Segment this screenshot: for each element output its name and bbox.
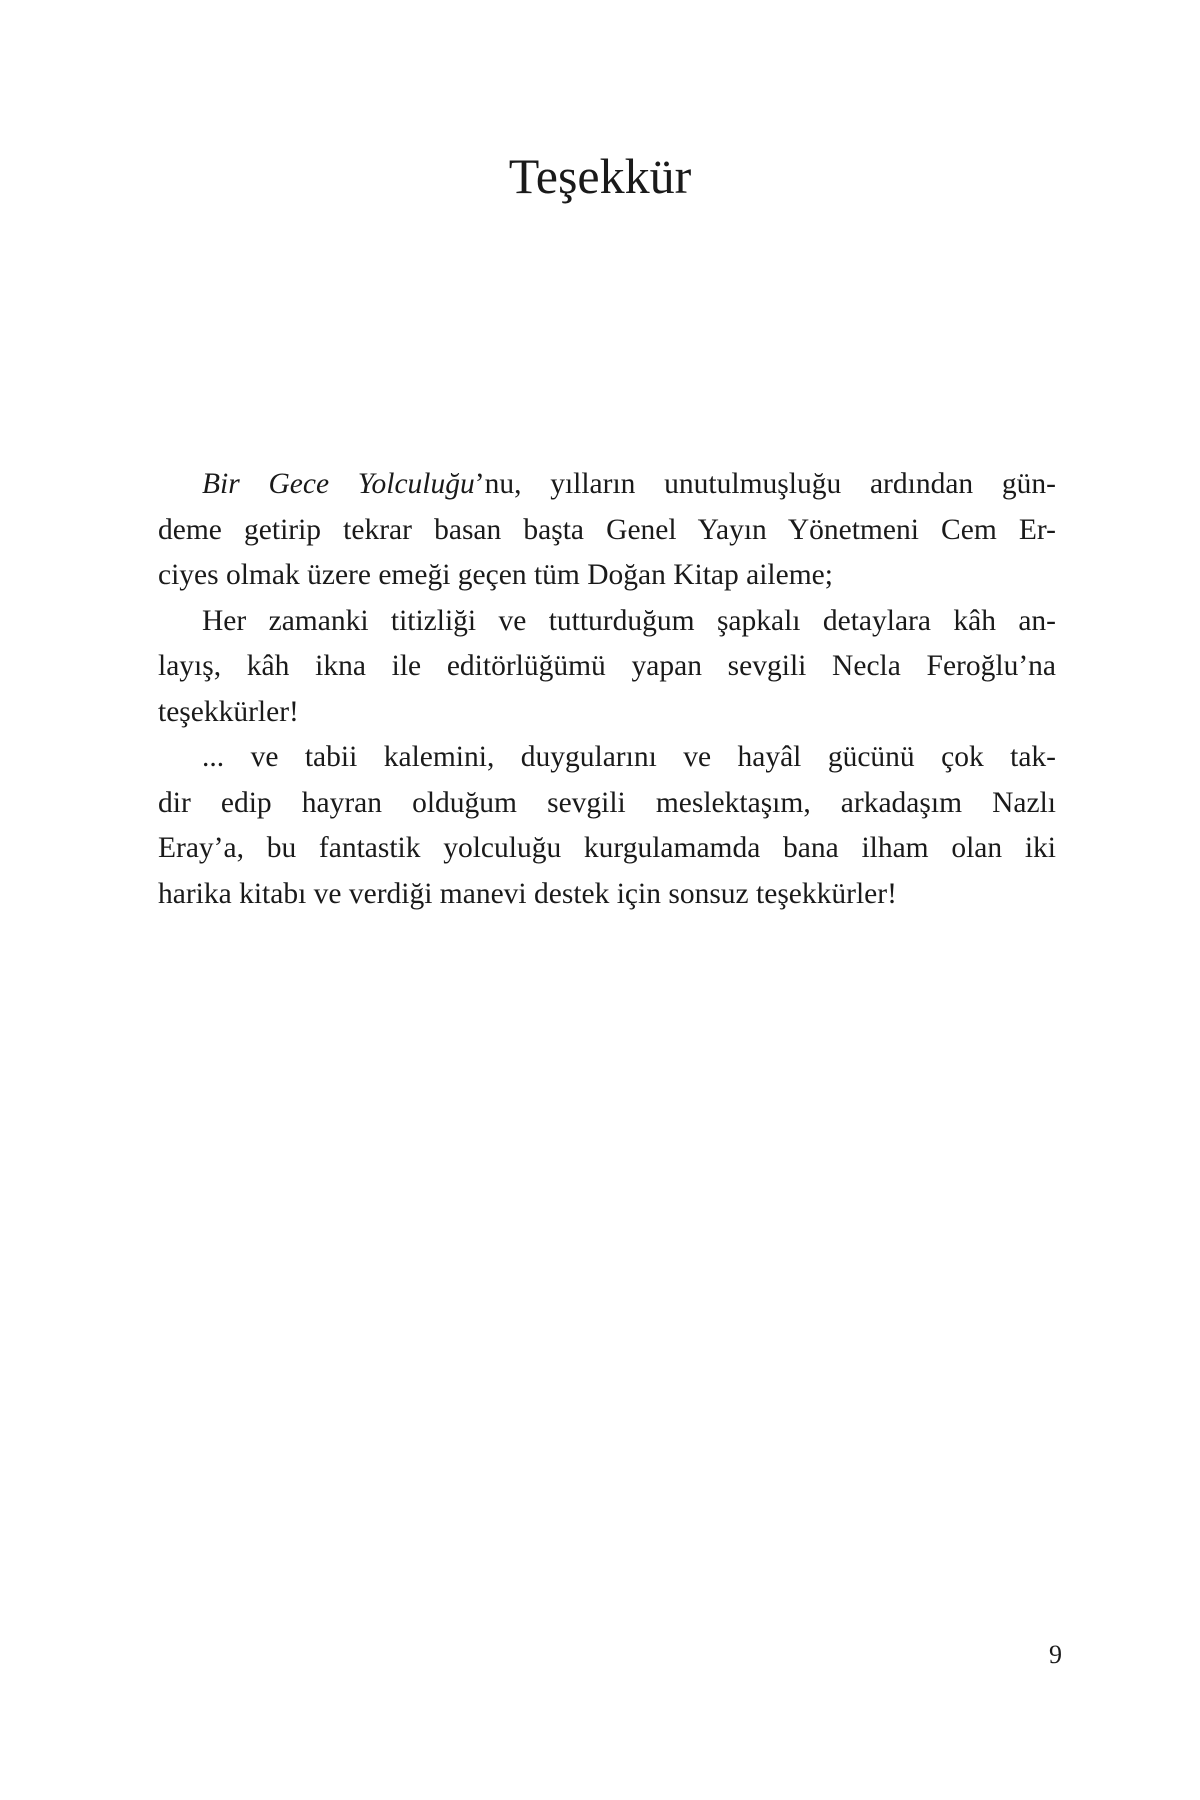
paragraph-1-line-2: deme getirip tekrar basan başta Genel Yayın Yönetmeni Cem Er- bbox=[158, 513, 1056, 546]
paragraph-3-line-3: Eray’a, bu fantastik yolculuğu kurgulamamda bana ilham olan iki bbox=[158, 832, 1056, 864]
paragraph-3-line-2: dir edip hayran olduğum sevgili meslektaşım, arkadaşım Nazlı bbox=[158, 786, 1056, 819]
page-number: 9 bbox=[1049, 1640, 1062, 1669]
paragraph-3-line-4: harika kitabı ve verdiği manevi destek için sonsuz teşekkürler! bbox=[158, 877, 897, 910]
paragraph-2-line-2: layış, kâh ikna ile editörlüğümü yapan sevgili Necla Feroğlu’na bbox=[158, 650, 1056, 682]
paragraph-2-line-3: teşekkürler! bbox=[158, 695, 299, 728]
page-title: Teşekkür bbox=[508, 148, 692, 204]
paragraph-1-line-1 bbox=[158, 462, 1056, 508]
paragraph-3-line-1: ... ve tabii kalemini, duygularını ve hayâl gücünü çok tak- bbox=[202, 741, 1056, 773]
book-title-italic: Bir Gece Yolculuğu bbox=[202, 468, 475, 500]
paragraph-2-line-1: Her zamanki titizliği ve tutturduğum şapkalı detaylara kâh an- bbox=[202, 604, 1056, 637]
paragraph-1-line-1-text: ’nu, yılların unutulmuşluğu ardından gün- bbox=[474, 468, 1056, 500]
acknowledgement-text bbox=[158, 462, 1056, 917]
paragraph-1-line-3: ciyes olmak üzere emeği geçen tüm Doğan Kitap aileme; bbox=[158, 559, 833, 591]
